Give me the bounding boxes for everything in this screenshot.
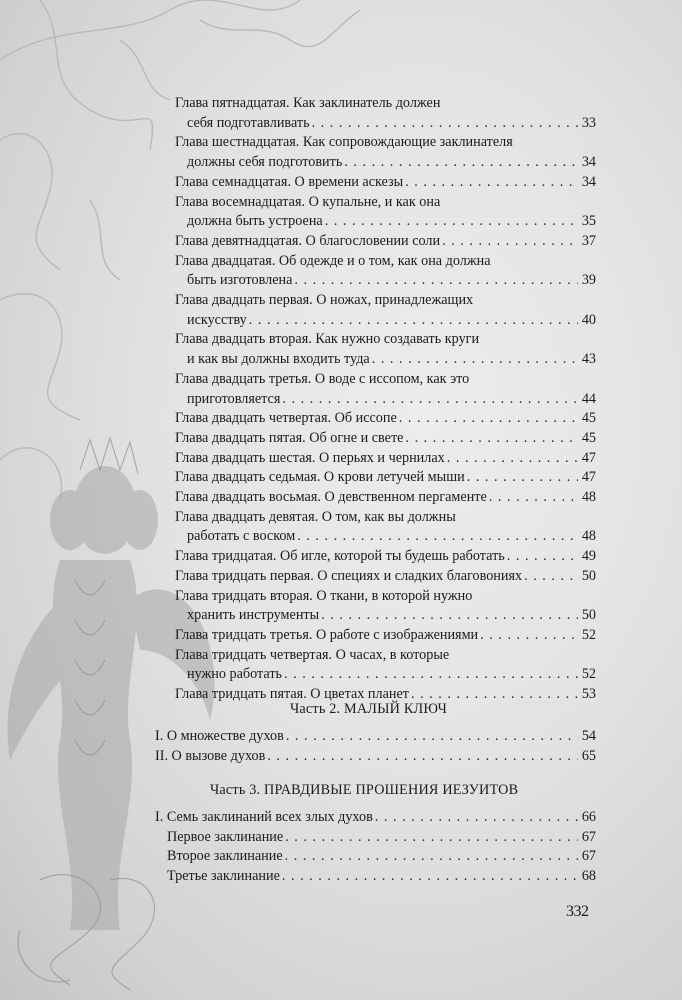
dot-leader — [294, 271, 578, 291]
dot-leader — [524, 567, 578, 587]
toc-chapter-entry — [175, 587, 596, 626]
toc-line — [175, 449, 596, 469]
toc-chapter-entry — [175, 468, 596, 488]
toc-entry-title: Первое заклинание — [167, 828, 284, 845]
toc-chapter-entry — [175, 291, 596, 330]
toc-line — [175, 133, 596, 153]
toc-line — [175, 508, 596, 528]
dot-leader — [321, 606, 578, 626]
dot-leader — [405, 429, 578, 449]
toc-entry-title: Глава девятнадцатая. О благословении соли — [175, 232, 441, 249]
toc-entry-title: Глава пятнадцатая. Как заклинатель должен — [175, 95, 441, 111]
part-3-title: Часть 3. ПРАВДИВЫЕ ПРОШЕНИЯ ИЕЗУИТОВ — [210, 782, 519, 798]
toc-page-number: 52 — [581, 626, 596, 643]
dot-leader — [325, 212, 578, 232]
toc-line — [175, 252, 596, 272]
toc-page-number: 43 — [581, 351, 596, 368]
toc-line — [155, 828, 596, 848]
toc-chapter-entry — [175, 370, 596, 409]
toc-line — [175, 271, 596, 291]
toc-page-number: 40 — [581, 311, 596, 328]
toc-line — [175, 212, 596, 232]
toc-entry-title: Глава восемнадцатая. О купальне, и как она — [175, 193, 441, 210]
toc-entry-title: Глава двадцать четвертая. Об иссопе — [175, 410, 397, 427]
toc-line — [175, 626, 596, 646]
toc-entry-title: Второе заклинание — [167, 848, 283, 865]
toc-line — [175, 291, 596, 311]
toc-page-number: 34 — [581, 154, 596, 171]
toc-entry-title: себя подготавливать — [187, 114, 310, 131]
toc-chapter-entry — [175, 567, 596, 587]
toc-entry-title: Третье заклинание — [167, 868, 280, 885]
toc-entry-title: должны себя подготовить — [187, 154, 343, 171]
toc-chapter-entry — [175, 330, 596, 369]
toc-chapter-entry — [175, 646, 596, 685]
dot-leader — [372, 350, 578, 370]
toc-page-number: 67 — [581, 848, 596, 865]
dot-leader — [447, 449, 578, 469]
toc-line — [175, 94, 596, 114]
toc-line — [175, 429, 596, 449]
toc-page-number: 39 — [581, 272, 596, 289]
toc-line — [175, 390, 596, 410]
toc-chapter-entry — [175, 626, 596, 646]
toc-entry-title: Глава двадцать вторая. Как нужно создавать круги — [175, 331, 480, 348]
toc-entry-title: и как вы должны входить туда — [187, 351, 370, 368]
dot-leader — [405, 173, 578, 193]
toc-entry-title: искусству — [187, 311, 247, 328]
toc-chapter-entry — [175, 193, 596, 232]
toc-entry-title: Глава тридцать третья. О работе с изображениями — [175, 626, 479, 643]
toc-page-number: 45 — [581, 410, 596, 427]
dot-leader — [399, 409, 578, 429]
toc-chapter-entry — [175, 232, 596, 252]
toc-chapter-entry — [175, 547, 596, 567]
toc-entry-title: хранить инструменты — [187, 607, 320, 624]
dot-leader — [282, 867, 578, 887]
toc-page-number: 34 — [581, 173, 596, 190]
toc-line — [175, 114, 596, 134]
toc-page-number: 48 — [581, 489, 596, 506]
toc-line — [155, 808, 596, 828]
toc-chapter-entry — [175, 252, 596, 291]
toc-entry-title: Глава тридцать четвертая. О часах, в которые — [175, 646, 450, 663]
toc-page-number: 44 — [581, 390, 596, 407]
toc-chapter-entry — [175, 488, 596, 508]
dot-leader — [285, 828, 578, 848]
toc-entry-title: должна быть устроена — [187, 213, 323, 230]
toc-entry-title: Глава двадцатая. Об одежде и о том, как она должна — [175, 252, 491, 269]
toc-line — [175, 311, 596, 331]
toc-page-number: 65 — [581, 747, 596, 764]
dot-leader — [507, 547, 578, 567]
toc-line — [175, 193, 596, 213]
dot-leader — [375, 808, 578, 828]
toc-line — [175, 468, 596, 488]
dot-leader — [285, 847, 578, 867]
toc-entry-title: Глава двадцать первая. О ножах, принадлежащих — [175, 292, 474, 309]
toc-page-number: 54 — [581, 728, 596, 744]
toc-page-number: 68 — [581, 868, 596, 885]
toc-page-number: 47 — [581, 469, 596, 486]
toc-line — [175, 370, 596, 390]
toc-entry-title: Глава двадцать третья. О воде с иссопом, как это — [175, 370, 470, 387]
dot-leader — [344, 153, 578, 173]
toc-entry-title: II. О вызове духов — [155, 747, 266, 764]
toc-entry-title: Глава двадцать девятая. О том, как вы должны — [175, 508, 456, 525]
dot-leader — [442, 232, 578, 252]
dot-leader — [489, 488, 578, 508]
toc-line — [175, 232, 596, 252]
toc-line — [175, 646, 596, 666]
dot-leader — [297, 527, 578, 547]
toc-line — [175, 567, 596, 587]
part-3-list — [155, 808, 596, 887]
toc-page-number: 67 — [581, 828, 596, 845]
toc-line — [175, 350, 596, 370]
toc-page-number: 47 — [581, 449, 596, 466]
toc-page-number: 53 — [581, 686, 596, 703]
toc-chapter-entry — [175, 429, 596, 449]
page-number: 332 — [566, 903, 589, 920]
dot-leader — [282, 390, 578, 410]
toc-chapter-entry — [175, 133, 596, 172]
toc-entry-title: Глава шестнадцатая. Как сопровождающие заклинателя — [175, 134, 513, 151]
toc-line — [175, 153, 596, 173]
toc-page-number: 52 — [581, 666, 596, 683]
toc-line — [175, 527, 596, 547]
toc-page-number: 37 — [581, 232, 596, 249]
toc-page-number: 48 — [581, 528, 596, 545]
dot-leader — [284, 665, 578, 685]
toc-entry-title: I. О множестве духов — [155, 728, 284, 744]
toc-entry-title: нужно работать — [187, 666, 283, 683]
dot-leader — [249, 311, 578, 331]
toc-line — [175, 606, 596, 626]
toc-page-number: 35 — [581, 213, 596, 230]
toc-page-number: 50 — [581, 567, 596, 584]
toc-line — [175, 409, 596, 429]
dot-leader — [312, 114, 578, 134]
dot-leader — [480, 626, 578, 646]
toc-entry-title: Глава тридцать вторая. О ткани, в которой нужно — [175, 587, 473, 604]
toc-line — [175, 173, 596, 193]
toc-entry-title: Глава двадцать пятая. Об огне и свете — [175, 429, 404, 446]
toc-line — [155, 747, 596, 767]
toc-entry-title: Глава тридцать пятая. О цветах планет — [175, 686, 409, 703]
toc-line — [155, 847, 596, 867]
toc-page-number: 49 — [581, 548, 596, 565]
toc-chapter-entry — [175, 409, 596, 429]
toc-entry-title: работать с воском — [187, 528, 296, 545]
toc-entry-title: Глава тридцатая. Об игле, которой ты будешь работать — [175, 548, 505, 565]
toc-line — [175, 547, 596, 567]
toc-line — [155, 727, 596, 747]
dot-leader — [467, 468, 578, 488]
toc-line — [175, 330, 596, 350]
toc-page-number: 33 — [581, 114, 596, 131]
part-2-title: Часть 2. МАЛЫЙ КЛЮЧ — [290, 701, 448, 717]
toc-entry-title: Глава тридцать первая. О специях и сладких благовониях — [175, 567, 523, 584]
dot-leader — [286, 727, 578, 747]
toc-entry-title: Глава двадцать шестая. О перьях и чернилах — [175, 449, 445, 466]
toc-line — [155, 867, 596, 887]
toc-entry-title: Глава семнадцатая. О времени аскезы — [175, 173, 404, 190]
toc-chapter-entry — [175, 94, 596, 133]
dot-leader — [267, 747, 578, 767]
toc-chapter-entry — [175, 173, 596, 193]
toc-line — [175, 665, 596, 685]
toc-line — [175, 587, 596, 607]
toc-line — [175, 488, 596, 508]
toc-entry-title: I. Семь заклинаний всех злых духов — [155, 809, 373, 825]
toc-entry-title: приготовляется — [187, 390, 281, 407]
part-2-list — [155, 727, 596, 766]
toc-page-number: 50 — [581, 607, 596, 624]
toc-entry-title: Глава двадцать восьмая. О девственном пергаменте — [175, 489, 487, 506]
toc-page-number: 45 — [581, 429, 596, 446]
toc-entry-title: быть изготовлена — [187, 272, 293, 289]
table-of-contents — [175, 94, 596, 705]
toc-page-number: 66 — [581, 809, 596, 825]
toc-entry-title: Глава двадцать седьмая. О крови летучей мыши — [175, 469, 465, 486]
toc-chapter-entry — [175, 508, 596, 547]
toc-chapter-entry — [175, 449, 596, 469]
